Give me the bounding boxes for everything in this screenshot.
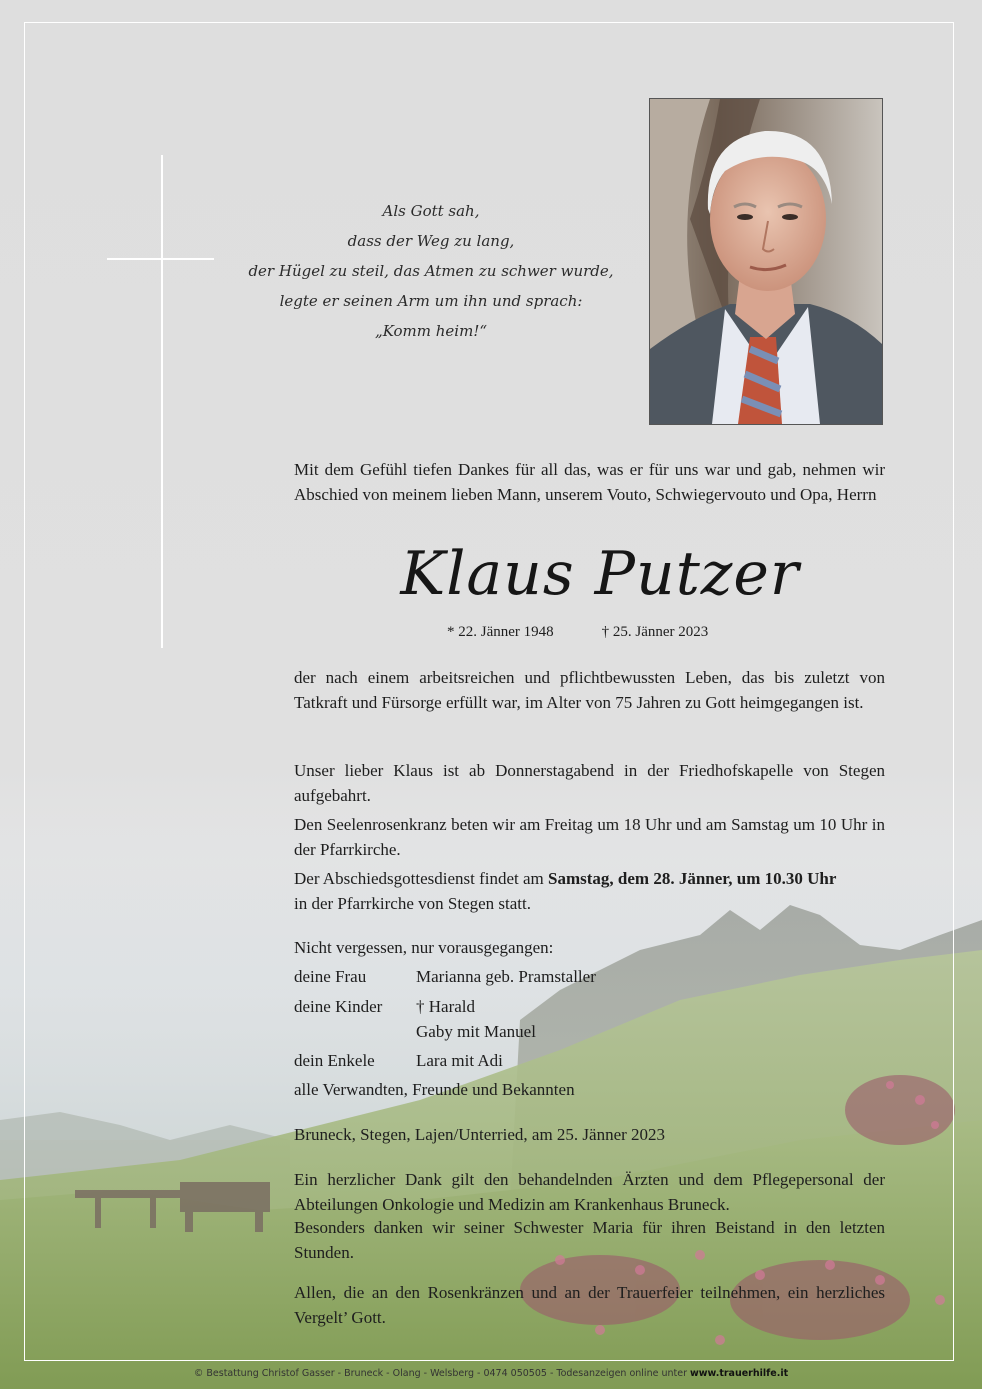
mourner-row-children-2: [294, 1019, 536, 1044]
thanks-attendees-paragraph: Allen, die an den Rosenkränzen und an der Trauerfeier teilnehmen, ein herzliches Vergelt’ Gott.: [294, 1283, 885, 1327]
mourner-name: Marianna geb. Pramstaller: [416, 967, 596, 986]
funeral-date: Samstag, dem 28. Jänner, um 10.30 Uhr: [548, 869, 837, 888]
mourner-row-children: [294, 994, 475, 1019]
poem-line: Als Gott sah,: [382, 202, 480, 220]
cross-vertical-bar: [161, 155, 163, 648]
mourner-label: deine Kinder: [294, 997, 383, 1016]
deceased-name: Klaus Putzer: [400, 539, 800, 609]
mourner-label: dein Enkele: [294, 1051, 375, 1070]
poem-line: der Hügel zu steil, das Atmen zu schwer wurde,: [248, 262, 614, 280]
footer-link[interactable]: www.trauerhilfe.it: [690, 1368, 789, 1379]
poem-line: legte er seinen Arm um ihn und sprach:: [279, 292, 583, 310]
viewing-paragraph: Unser lieber Klaus ist ab Donnerstagabend in der Friedhofskapelle von Stegen aufgebahrt.: [294, 761, 885, 805]
intro-paragraph: Mit dem Gefühl tiefen Dankes für all das, was er für uns war und gab, nehmen wir Abschied von meinem lieben Mann, unserem Vouto, Schwiegervouto und Opa, Herrn: [294, 460, 885, 504]
poem-line: dass der Weg zu lang,: [347, 232, 515, 250]
cross-horizontal-bar: [107, 258, 214, 260]
life-paragraph: der nach einem arbeitsreichen und pflichtbewussten Leben, das bis zuletzt von Tatkraft und Fürsorge erfüllt war, im Alter von 75 Jahren zu Gott heimgegangen ist.: [294, 668, 885, 712]
mourners-others: alle Verwandten, Freunde und Bekannten: [294, 1080, 575, 1099]
mourner-name: Lara mit Adi: [416, 1051, 503, 1070]
footer-credit: [0, 1368, 982, 1380]
death-date: † 25. Jänner 2023: [601, 624, 709, 640]
thanks-doctors-paragraph: Ein herzlicher Dank gilt den behandelnden Ärzten und dem Pflegepersonal der Abteilungen Onkologie und Medizin am Krankenhaus Bruneck.: [294, 1170, 885, 1214]
funeral-paragraph: [294, 866, 885, 916]
birth-date: * 22. Jänner 1948: [447, 624, 554, 640]
mourner-row-grandchild: [294, 1048, 503, 1073]
memorial-poem: [244, 196, 618, 346]
portrait-photo-illustration: [650, 99, 882, 424]
mourners-heading: Nicht vergessen, nur vorausgegangen:: [294, 938, 554, 957]
funeral-prefix: Der Abschiedsgottesdienst findet am: [294, 869, 544, 888]
footer-text: © Bestattung Christof Gasser - Bruneck - Olang - Welsberg - 0474 050505 - Todesanzeigen online unter: [193, 1368, 687, 1379]
mourner-name: Gaby mit Manuel: [416, 1022, 536, 1041]
portrait-photo: [649, 98, 883, 425]
thanks-sister-paragraph: Besonders danken wir seiner Schwester Maria für ihren Beistand in den letzten Stunden.: [294, 1218, 885, 1262]
place-and-date: Bruneck, Stegen, Lajen/Unterried, am 25. Jänner 2023: [294, 1125, 666, 1144]
mourner-name: † Harald: [416, 997, 476, 1016]
life-dates: [447, 622, 708, 642]
mourner-label: deine Frau: [294, 967, 367, 986]
mourner-row-wife: [294, 964, 596, 989]
poem-line: „Komm heim!“: [374, 322, 488, 340]
rosary-paragraph: Den Seelenrosenkranz beten wir am Freitag um 18 Uhr und am Samstag um 10 Uhr in der Pfarrkirche.: [294, 815, 885, 859]
funeral-suffix: in der Pfarrkirche von Stegen statt.: [294, 894, 531, 913]
